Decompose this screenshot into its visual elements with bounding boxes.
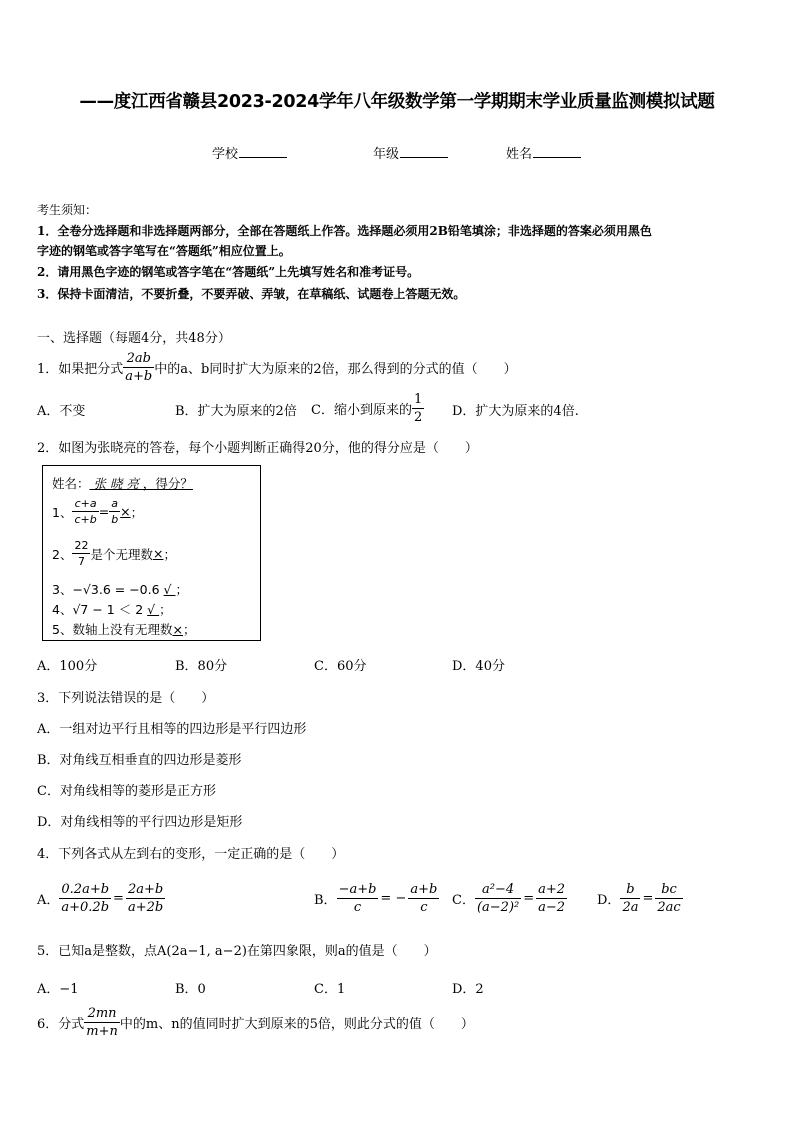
question-1: [37, 347, 517, 387]
grade-label: 年级: [373, 147, 400, 162]
q4-option-b[interactable]: B． $\frac{-a+b}{c}$ = − $\frac{a+b}{c}$: [314, 881, 438, 915]
q6-fraction: $\frac{2mn}{m+n}$: [86, 1005, 118, 1039]
q4-option-a[interactable]: A． $\frac{0.2a+b}{a+0.2b}$ = $\frac{2a+b}{a+2b}$: [37, 881, 164, 915]
q6-post: 中的m、n的值同时扩大到原来的5倍，则此分式的值（ ）: [119, 1016, 474, 1032]
q2-option-d[interactable]: D．40分: [452, 659, 505, 674]
page-title: ——度江西省赣县2023-2024学年八年级数学第一学期期末学业质量监测模拟试题: [79, 92, 715, 112]
mark-cross: ×: [120, 504, 131, 519]
sheet-line-1: 1、 $\frac{c+a}{c+b}$ = $\frac{a}{b}$ × ；: [52, 497, 144, 526]
q4-stem: 4．下列各式从左到右的变形，一定正确的是（ ）: [37, 847, 345, 862]
grade-field[interactable]: [373, 143, 448, 162]
mark-cross: ×: [152, 546, 164, 561]
q5-option-b[interactable]: B．0: [175, 982, 206, 997]
mark-check: √: [163, 582, 176, 597]
q1-option-c-text: C．缩小到原来的: [311, 402, 412, 418]
q2-option-b[interactable]: B．80分: [175, 659, 228, 674]
q5-stem: 5．已知a是整数，点A(2a−1, a−2)在第四象限，则a的值是（ ）: [37, 944, 437, 959]
sheet-line-4: 4、√7 − 1 ＜ 2 √ ；: [52, 602, 172, 617]
q4-option-c[interactable]: C． $\frac{\text{a²−4}}{\text{(a−2)²}}$ = $\frac{a+2}{a-2}$: [452, 881, 566, 915]
q3-stem: 3．下列说法错误的是（ ）: [37, 691, 215, 706]
q1-option-d[interactable]: D．扩大为原来的4倍.: [452, 404, 579, 419]
notice-item: 1．全卷分选择题和非选择题两部分，全部在答题纸上作答。选择题必须用2B铅笔填涂；非选择题的答案必须用黑色: [37, 224, 652, 238]
q1-fraction: $\frac{2ab}{a+b}$: [125, 350, 153, 384]
q1-post: 中的a、b同时扩大为原来的2倍，那么得到的分式的值（ ）: [154, 361, 517, 377]
grade-blank[interactable]: [400, 145, 448, 158]
q4-option-d[interactable]: D． $\frac{b}{2a}$ = $\frac{bc}{2ac}$: [597, 881, 681, 915]
sheet-line-5: 5、数轴上没有无理数×；: [52, 622, 196, 637]
q1-pre: 1．如果把分式: [37, 361, 124, 377]
school-field[interactable]: [212, 143, 287, 162]
school-blank[interactable]: [239, 145, 287, 158]
mark-cross: ×: [172, 622, 183, 637]
question-6: [37, 1002, 474, 1042]
q2-option-a[interactable]: A．100分: [37, 659, 98, 674]
q3-option-b[interactable]: B．对角线互相垂直的四边形是菱形: [37, 753, 242, 768]
q2-stem: 2．如图为张晓亮的答卷，每个小题判断正确得20分，他的得分应是（ ）: [37, 441, 478, 456]
notice-heading: 考生须知：: [37, 203, 98, 217]
sheet-header: 姓名： 张 晓 亮 ，得分？: [52, 476, 193, 491]
q1-option-c[interactable]: [311, 390, 424, 426]
q5-option-c[interactable]: C．1: [314, 982, 346, 997]
notice-item: 字迹的钢笔或答字笔写在“答题纸”相应位置上。: [37, 244, 291, 258]
sheet-line-2: 2、 $\frac{22}{7}$ 是个无理数 × ；: [52, 539, 176, 568]
notice-item: 2．请用黑色字迹的钢笔或答字笔在“答题纸”上先填写姓名和准考证号。: [37, 265, 420, 279]
q3-option-c[interactable]: C．对角线相等的菱形是正方形: [37, 784, 216, 799]
section-heading: 一、选择题（每题4分，共48分）: [37, 331, 231, 346]
q1-option-b[interactable]: B．扩大为原来的2倍: [175, 404, 297, 419]
school-label: 学校: [212, 147, 239, 162]
name-blank[interactable]: [533, 145, 581, 158]
q3-option-a[interactable]: A．一组对边平行且相等的四边形是平行四边形: [37, 722, 307, 737]
answer-sheet-figure: [42, 465, 261, 641]
name-label: 姓名: [506, 147, 533, 162]
q3-option-d[interactable]: D．对角线相等的平行四边形是矩形: [37, 815, 243, 830]
q1-option-a[interactable]: A．不变: [37, 404, 86, 419]
name-field[interactable]: [506, 143, 581, 162]
q1-option-c-fraction: $\frac{1}{2}$: [413, 391, 423, 425]
notice-item: 3．保持卡面清洁，不要折叠，不要弄破、弄皱，在草稿纸、试题卷上答题无效。: [37, 287, 466, 301]
q5-option-a[interactable]: A．−1: [37, 982, 79, 997]
q6-pre: 6．分式: [37, 1016, 85, 1032]
q5-option-d[interactable]: D．2: [452, 982, 484, 997]
mark-check: √: [147, 602, 160, 617]
sheet-line-3: 3、−√3.6 = −0.6 √ ；: [52, 582, 188, 597]
q2-option-c[interactable]: C．60分: [314, 659, 367, 674]
